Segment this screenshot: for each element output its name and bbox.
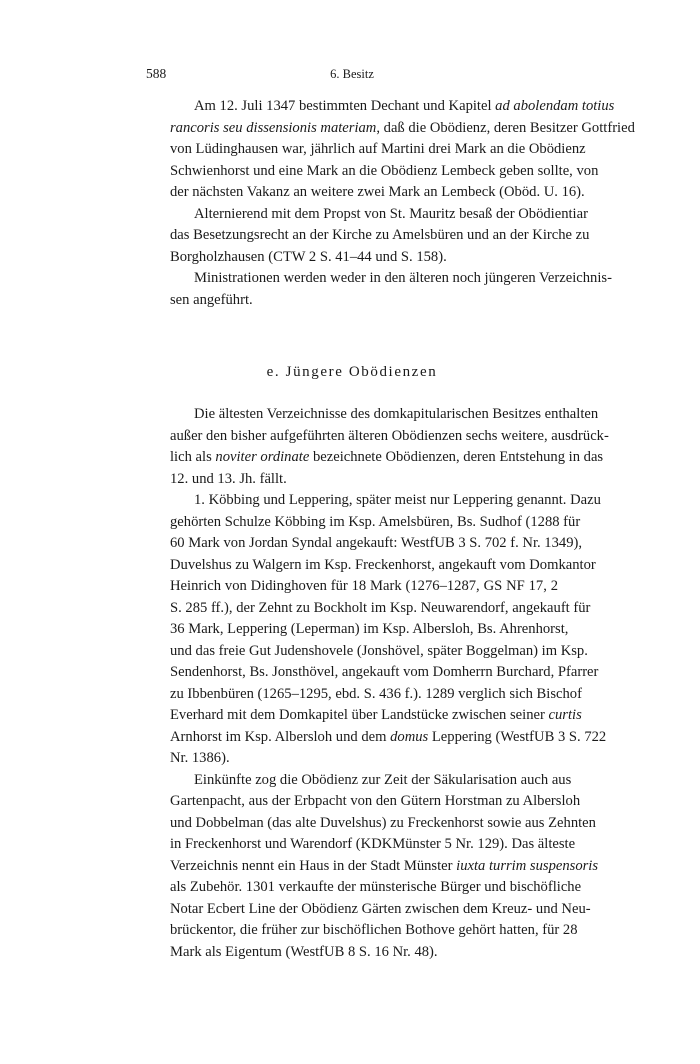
text-line: der nächsten Vakanz an weitere zwei Mark an Lembeck (Oböd. U. 16). — [170, 184, 585, 200]
text-line: Everhard mit dem Domkapitel über Landstücke zwischen seiner curtis — [170, 707, 582, 723]
text-line: Notar Ecbert Line der Obödienz Gärten zwischen dem Kreuz- und Neu- — [170, 900, 591, 917]
text-block-main — [146, 404, 609, 963]
text-line: Sendenhorst, Bs. Jonsthövel, angekauft vom Domherrn Burchard, Pfarrer — [170, 664, 599, 680]
text-line: als Zubehör. 1301 verkaufte der münsterische Bürger und bischöfliche — [170, 879, 582, 895]
text-block-top — [146, 96, 635, 311]
text-line: zu Ibbenbüren (1265–1295, ebd. S. 436 f.). 1289 verglich sich Bischof — [170, 685, 582, 702]
latin-phrase: ad abolendam totius — [495, 98, 615, 114]
text-line: Mark als Eigentum (WestfUB 8 S. 16 Nr. 48). — [170, 943, 438, 960]
text-line: S. 285 ff.), der Zehnt zu Bockholt im Ksp. Neuwarendorf, angekauft für — [170, 599, 591, 616]
text-line: Alternierend mit dem Propst von St. Mauritz besaß der Obödientiar — [194, 205, 588, 222]
text-line: das Besetzungsrecht an der Kirche zu Amelsbüren und an der Kirche zu — [170, 227, 590, 243]
text-line: 36 Mark, Leppering (Leperman) im Ksp. Albersloh, Bs. Ahrenhorst, — [170, 621, 569, 637]
text-line: Borgholzhausen (CTW 2 S. 41–44 und S. 158). — [170, 248, 447, 265]
text-line: 60 Mark von Jordan Syndal angekauft: WestfUB 3 S. 702 f. Nr. 1349), — [170, 535, 582, 551]
text-line: Am 12. Juli 1347 bestimmten Dechant und Kapitel ad abolendam totius — [194, 98, 615, 114]
page-header — [146, 66, 558, 86]
text-line: Heinrich von Didinghoven für 18 Mark (1276–1287, GS NF 17, 2 — [170, 578, 558, 594]
paragraph-revenues — [146, 770, 599, 964]
text-line: Duvelshus zu Walgern im Ksp. Freckenhorst, angekauft vom Domkantor — [170, 556, 596, 573]
section-heading: e. Jüngere Obödienzen — [266, 364, 438, 380]
latin-phrase: rancoris seu dissensionis materiam — [170, 119, 377, 136]
text-line: Einkünfte zog die Obödienz zur Zeit der Säkularisation auch aus — [194, 771, 572, 788]
text-line: gehörten Schulze Köbbing im Ksp. Amelsbüren, Bs. Sudhof (1288 für — [170, 513, 581, 530]
text-line: Nr. 1386). — [170, 750, 230, 766]
text-line: rancoris seu dissensionis materiam, daß die Obödienz, deren Besitzer Gottfried — [170, 119, 635, 136]
text-line: außer den bisher aufgeführten älteren Obödienzen sechs weitere, ausdrück- — [170, 427, 609, 444]
text-line: 1. Köbbing und Leppering, später meist nur Leppering genannt. Dazu — [194, 492, 601, 508]
text-line: brückentor, die früher zur bischöflichen Bothove gehört hatten, für 28 — [170, 922, 578, 938]
text-line: in Freckenhorst und Warendorf (KDKMünster 5 Nr. 129). Das älteste — [170, 836, 576, 852]
text-line: Ministrationen werden weder in den älteren noch jüngeren Verzeichnis- — [194, 270, 612, 286]
latin-phrase: curtis — [548, 707, 582, 723]
paragraph-intro — [146, 404, 609, 490]
text-line: lich als noviter ordinate bezeichnete Obödienzen, deren Entstehung in das — [170, 449, 604, 465]
text-line: und das freie Gut Judenshovele (Jonshövel, später Boggelman) im Ksp. — [170, 642, 588, 659]
text-line: Arnhorst im Ksp. Albersloh und dem domus Leppering (WestfUB 3 S. 722 — [170, 728, 607, 745]
latin-phrase: iuxta turrim suspensoris — [456, 857, 599, 874]
running-head: 6. Besitz — [330, 67, 374, 81]
paragraph-ministrations — [146, 268, 612, 311]
text-line: Gartenpacht, aus der Erbpacht von den Gütern Horstman zu Albersloh — [170, 793, 581, 809]
text-line: 12. und 13. Jh. fällt. — [170, 470, 287, 487]
text-line: und Dobbelman (das alte Duvelshus) zu Freckenhorst sowie aus Zehnten — [170, 814, 596, 831]
page-number: 588 — [146, 66, 167, 81]
text-line: Die ältesten Verzeichnisse des domkapitularischen Besitzes enthalten — [194, 406, 599, 422]
text-line: von Lüdinghausen war, jährlich auf Martini drei Mark an die Obödienz — [170, 141, 586, 157]
paragraph-koebbing-leppering — [146, 490, 607, 770]
text-line: Verzeichnis nennt ein Haus in der Stadt Münster iuxta turrim suspensoris — [170, 857, 599, 874]
text-line: Schwienhorst und eine Mark an die Obödienz Lembeck geben sollte, von — [170, 162, 599, 179]
latin-phrase: noviter ordinate — [215, 449, 310, 465]
paragraph-1347-decree — [146, 96, 635, 204]
latin-phrase: domus — [390, 728, 429, 745]
paragraph-patronage — [146, 204, 590, 269]
text-line: sen angeführt. — [170, 291, 253, 308]
